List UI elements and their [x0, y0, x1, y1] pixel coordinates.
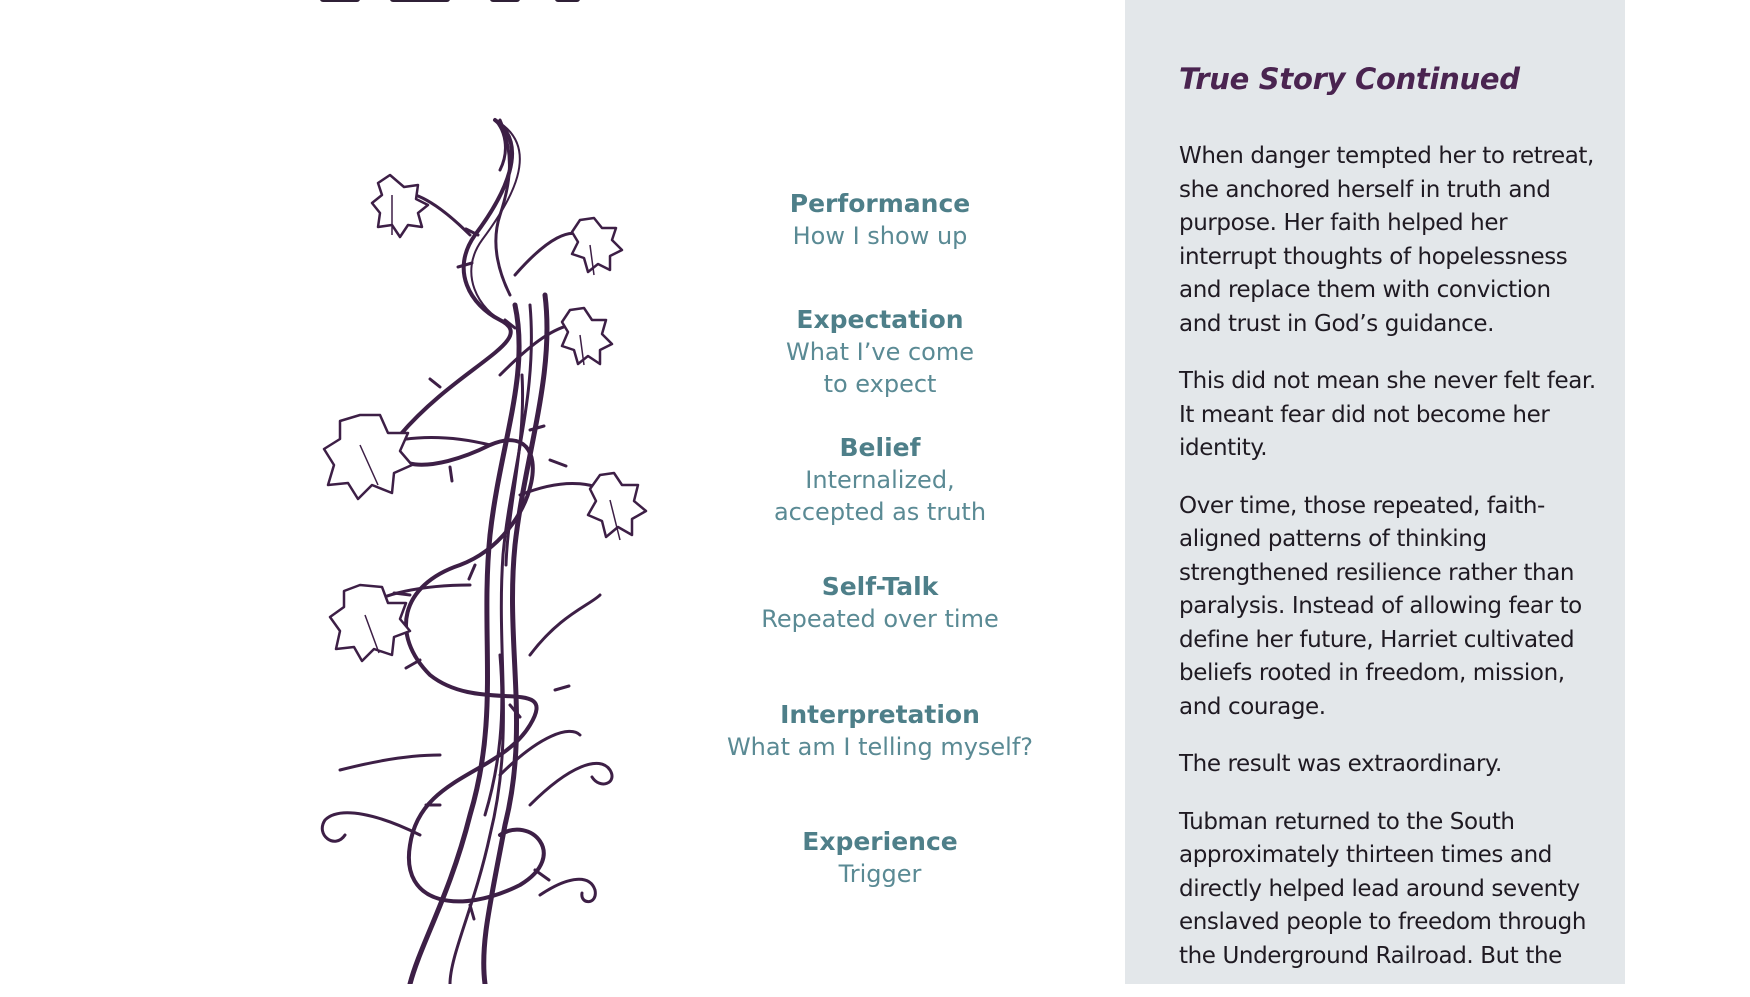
- level-interpretation: [680, 699, 1080, 763]
- level-title: Belief: [839, 433, 921, 462]
- story-paragraph: Over time, those repeated, faith-aligned patterns of thinking strengthened resilience rather than paralysis. Instead of allowing fear to define her future, Harriet cultivated beliefs rooted in freedom, mission, and courage.: [1179, 492, 1582, 720]
- level-subtitle: Internalized,: [805, 466, 955, 494]
- sidebar-heading: True Story Continued: [1179, 62, 1520, 96]
- level-subtitle: Trigger: [838, 860, 922, 888]
- story-body: [1179, 140, 1599, 997]
- thorny-vine-illustration: [300, 115, 700, 984]
- level-subtitle: Repeated over time: [761, 605, 999, 633]
- level-title: Self-Talk: [821, 572, 939, 601]
- level-subtitle: to expect: [823, 370, 937, 398]
- level-title: Expectation: [796, 305, 964, 334]
- level-experience: [680, 826, 1080, 890]
- level-expectation: [680, 304, 1080, 400]
- level-subtitle: accepted as truth: [773, 498, 987, 526]
- story-sidebar: [1125, 0, 1625, 984]
- level-title: Interpretation: [780, 700, 980, 729]
- story-paragraph: When danger tempted her to retreat, she anchored herself in truth and purpose. Her faith helped her interrupt thoughts of hopelessness and replace them with conviction and trust in God’s guidance.: [1179, 143, 1594, 337]
- story-paragraph: This did not mean she never felt fear. It meant fear did not become her identity.: [1179, 368, 1596, 461]
- cropped-heading-fragment: [320, 0, 640, 6]
- level-subtitle: How I show up: [792, 222, 968, 250]
- story-paragraph: Tubman returned to the South approximately thirteen times and directly helped lead around seventy enslaved people to freedom through the Underground Railroad. But the: [1179, 808, 1587, 969]
- level-self-talk: [680, 571, 1080, 635]
- level-performance: [680, 188, 1080, 252]
- level-title: Experience: [802, 827, 958, 856]
- level-subtitle: What I’ve come: [785, 338, 974, 366]
- level-title: Performance: [789, 189, 971, 218]
- level-belief: [680, 432, 1080, 528]
- story-paragraph: The result was extraordinary.: [1179, 751, 1502, 777]
- thought-cycle-labels: [680, 0, 1080, 984]
- level-subtitle: What am I telling myself?: [726, 733, 1034, 761]
